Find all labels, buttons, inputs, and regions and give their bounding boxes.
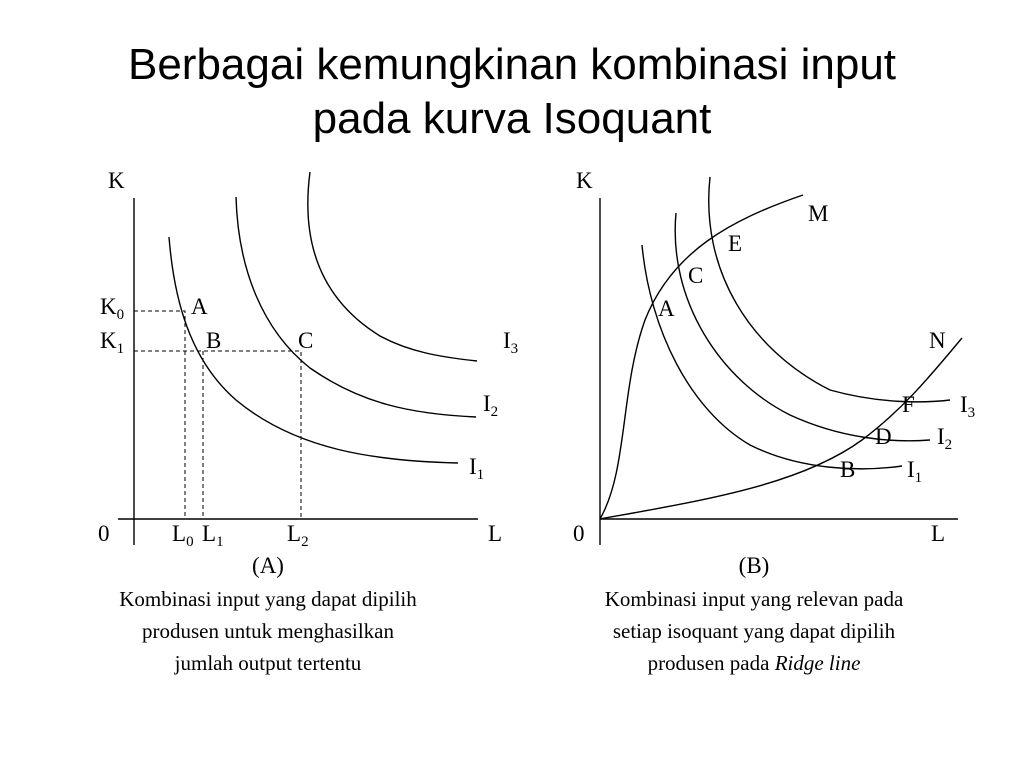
title-line-2: pada kurva Isoquant [312, 94, 712, 143]
panel-b-point-b: B [840, 457, 856, 482]
panel-b-ridge-n-label: N [929, 328, 946, 353]
panel-a-k-axis-label: K [108, 168, 125, 193]
panel-a-point-a: A [191, 294, 208, 319]
panel-b-point-c: C [688, 263, 704, 288]
panel-b-point-e: E [728, 231, 743, 256]
panel-b-label: (B) [738, 553, 770, 578]
title-line-1: Berbagai kemungkinan kombinasi input [127, 40, 897, 89]
panel-b-point-a: A [658, 296, 675, 321]
panel-b-point-f: F [902, 392, 915, 417]
panel-a-k1-label: $K_1$ [100, 328, 125, 357]
panel-b-point-d: D [875, 424, 892, 449]
panel-b-caption-line-3: produsen pada Ridge line [647, 651, 861, 675]
panel-b-l-axis-label: L [931, 521, 946, 546]
panel-b-ridge-line-m [600, 195, 803, 519]
panel-b-k-axis-label: K [576, 168, 593, 193]
panel-a-caption-line-2: produsen untuk menghasilkan [142, 619, 394, 643]
panel-a-caption-line-3: jumlah output tertentu [174, 651, 362, 675]
panel-b-isoquant-i3 [709, 177, 950, 402]
panel-a-i1-label: $I_1$ [469, 454, 485, 483]
panel-a-isoquant-i3 [308, 172, 477, 361]
panel-a-label: (A) [252, 553, 284, 578]
panel-a-diagram [98, 168, 518, 675]
panel-b-caption-line-1: Kombinasi input yang relevan pada [604, 587, 904, 611]
panel-b-ridge-m-label: M [808, 201, 829, 226]
panel-a-l0-label: $L_0$ [172, 521, 194, 550]
panel-a-k0-guide [134, 311, 185, 519]
panel-a-l1-label: $L_1$ [202, 521, 224, 550]
panel-a-l-axis-label: L [488, 521, 503, 546]
panel-a-origin-label: 0 [98, 521, 110, 546]
panel-a-caption-line-1: Kombinasi input yang dapat dipilih [119, 587, 417, 611]
panel-b-diagram [573, 168, 975, 675]
panel-b-i3-label: $I_3$ [960, 392, 976, 421]
panel-a-i2-label: $I_2$ [483, 391, 499, 420]
panel-a-k0-label: $K_0$ [100, 294, 125, 323]
panel-a-isoquant-i2 [236, 197, 476, 417]
panel-a-i3-label: $I_3$ [503, 328, 519, 357]
panel-b-i2-label: $I_2$ [937, 424, 953, 453]
panel-a-point-b: B [206, 328, 222, 353]
panel-b-caption-line-2: setiap isoquant yang dapat dipilih [612, 619, 896, 643]
panel-a-l2-label: $L_2$ [287, 521, 309, 550]
panel-a-point-c: C [298, 328, 314, 353]
panel-b-i1-label: $I_1$ [907, 457, 923, 486]
panel-b-origin-label: 0 [573, 521, 585, 546]
panel-b-ridge-line-n [600, 338, 962, 519]
panel-a-k1-guide [134, 351, 301, 519]
